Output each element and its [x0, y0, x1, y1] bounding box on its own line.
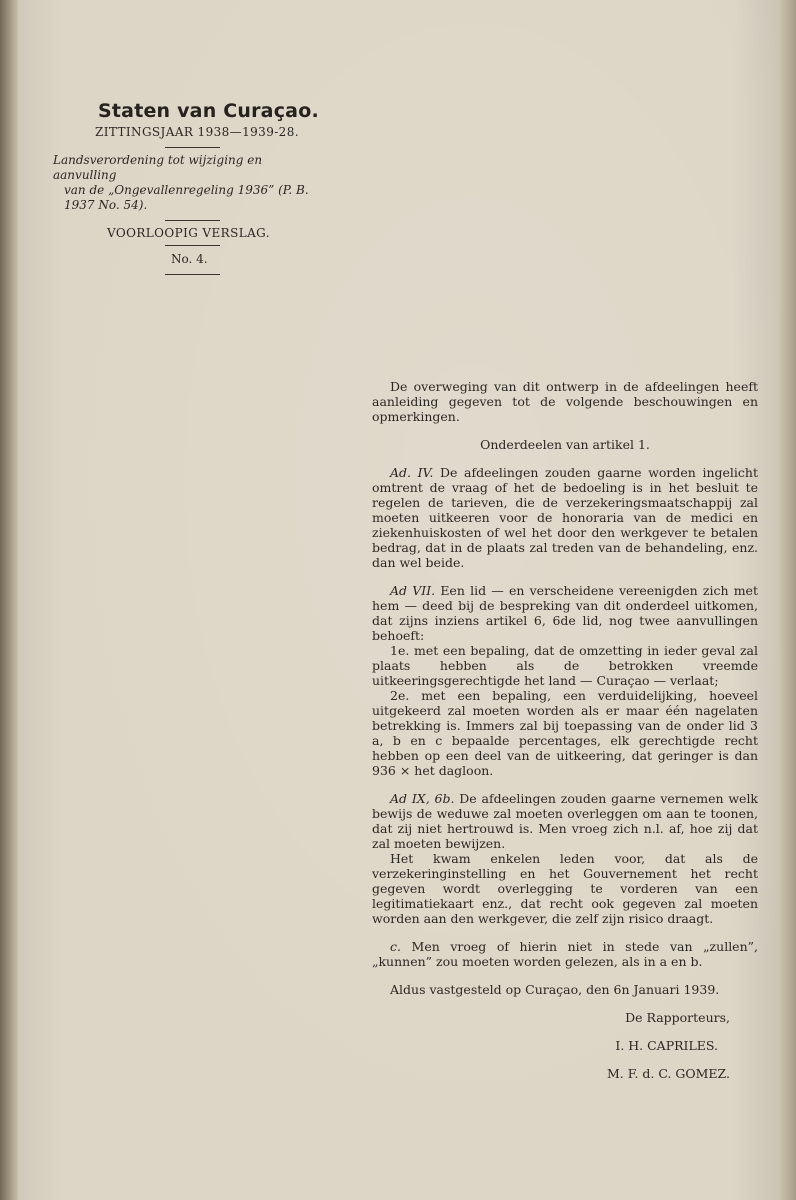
ad-vii-text: Een lid — en verscheidene vereenigden zich met hem — deed bij de bespreking van dit onderdeel uitkomen, dat zijns inziens artikel 6, 6de lid, nog twee aanvullingen behoeft: — [372, 583, 758, 643]
document-title: Staten van Curaçao. — [98, 100, 319, 122]
ad-vii-paragraph — [372, 583, 758, 643]
subject-line-3: 1937 No. 54). — [64, 198, 148, 212]
document-page — [18, 0, 778, 1200]
report-number: No. 4. — [171, 252, 208, 266]
ad-vii-item-1: 1e. met een bepaling, dat de omzetting in ieder geval zal plaats hebben als de betrokken vreemde uitkeeringsgerechtigde het land — Curaçao — verlaat; — [372, 643, 758, 688]
signatory-2: M. F. d. C. GOMEZ. — [606, 1066, 730, 1081]
session-line: ZITTINGSJAAR 1938—1939-28. — [95, 125, 299, 139]
ad-vii-item-2: 2e. met een bepaling, een verduidelijking, hoeveel uitgekeerd zal moeten worden als er maar één nagelaten betrekking is. Immers zal bij toepassing van de onder lid 3 a, b en c bepaalde percentages, elk gerechtigde recht hebben op een deel van de uitkeering, dat geringer is dan 936 × het dagloon. — [372, 688, 758, 778]
ad-ix-paragraph — [372, 791, 758, 851]
divider — [165, 147, 220, 148]
report-body — [372, 379, 758, 1081]
ad-iv-paragraph — [372, 465, 758, 570]
c-label: c. — [390, 939, 401, 954]
c-text: Men vroeg of hierin niet in stede van „zullen”, „kunnen” zou moeten worden gelezen, als in a en b. — [372, 939, 758, 969]
ad-vii-label: Ad VII. — [390, 583, 436, 598]
masthead — [53, 100, 323, 275]
subject-block — [53, 153, 323, 213]
page-edge — [778, 0, 796, 1200]
subject-line-2: van de „Ongevallenregeling 1936” (P. B. — [64, 183, 309, 197]
c-paragraph — [372, 939, 758, 969]
divider — [165, 245, 220, 246]
divider — [165, 274, 220, 275]
report-type: VOORLOOPIG VERSLAG. — [107, 226, 270, 240]
ad-iv-text: De afdeelingen zouden gaarne worden ingelicht omtrent de vraag of het de bedoeling is in het besluit te regelen de tarieven, die de verzekeringsmaatschappij zal moeten uitkeeren voor de honoraria van de medici en ziekenhuiskosten of wel het door den werkgever te betalen bedrag, dat in de plaats zal treden van de behandeling, enz. dan wel beide. — [372, 465, 758, 570]
ad-ix-label: Ad IX, 6b. — [390, 791, 455, 806]
subject-line-1: Landsverordening tot wijziging en aanvulling — [53, 153, 263, 182]
divider — [165, 220, 220, 221]
ad-ix-paragraph-2: Het kwam enkelen leden voor, dat als de verzekeringinstelling en het Gouvernement het recht gegeven wordt overlegging te vorderen van een legitimatiekaart enz., dat recht ook gegeven zal moeten worden aan den werkgever, die zelf zijn risico draagt. — [372, 851, 758, 926]
ad-ix-text: De afdeelingen zouden gaarne vernemen welk bewijs de weduwe zal moeten overleggen om aan te toonen, dat zij niet hertrouwd is. Men vroeg zich n.l. af, hoe zij dat zal moeten bewijzen. — [372, 791, 759, 851]
ad-iv-label: Ad. IV. — [390, 465, 434, 480]
intro-paragraph: De overweging van dit ontwerp in de afdeelingen heeft aanleiding gegeven tot de volgende beschouwingen en opmerkingen. — [372, 379, 758, 424]
closing-line: Aldus vastgesteld op Curaçao, den 6n Januari 1939. — [390, 982, 720, 997]
signatures-heading: De Rapporteurs, — [625, 1010, 730, 1025]
section-heading: Onderdeelen van artikel 1. — [480, 437, 650, 452]
signatory-1: I. H. CAPRILES. — [615, 1038, 718, 1053]
